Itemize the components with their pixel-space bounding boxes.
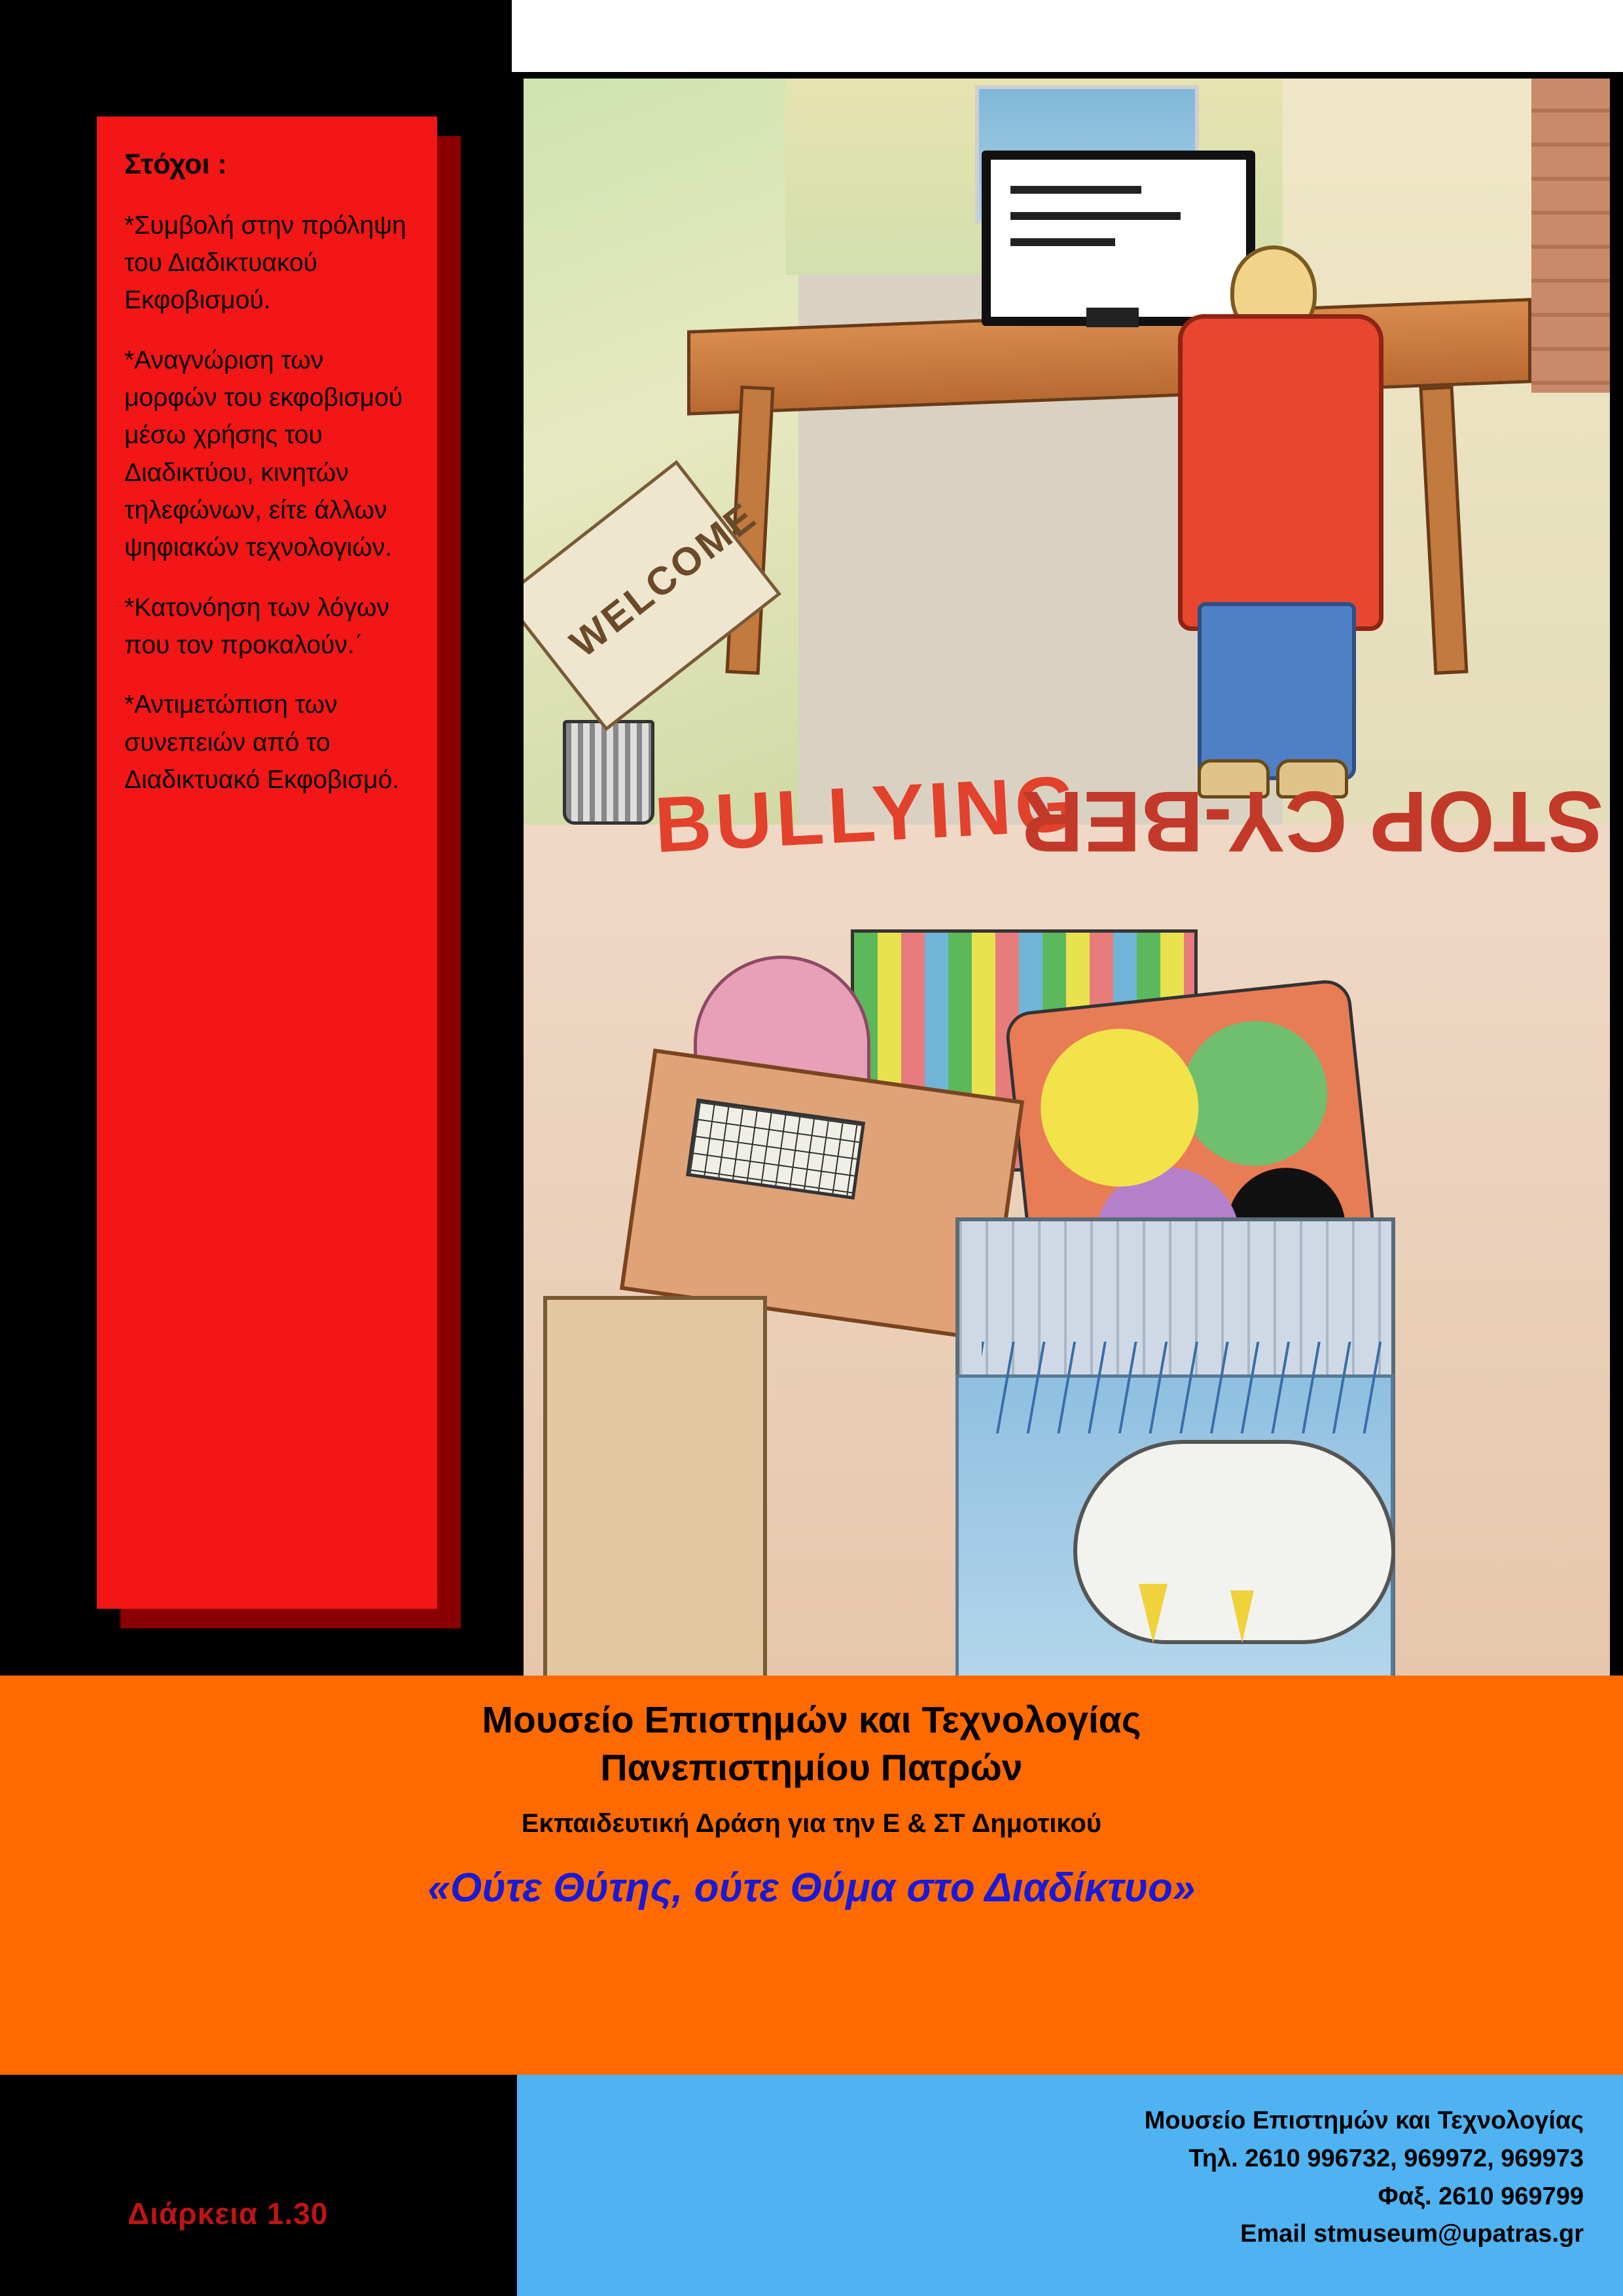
artwork-monitor-stand	[1086, 308, 1139, 327]
contact-panel	[517, 2075, 1623, 2296]
contact-email: Email stmuseum@upatras.gr	[1240, 2220, 1584, 2248]
artwork-illustration	[524, 79, 1610, 1676]
artwork-stop-cyber-text: STOP CY-BER	[1021, 774, 1604, 870]
top-white-strip	[512, 0, 1623, 72]
artwork-lightning-bolt-1	[1139, 1584, 1168, 1643]
artwork-keyboard	[686, 1098, 865, 1200]
orange-banner	[0, 1676, 1623, 2075]
goals-panel-body	[97, 117, 437, 1609]
artwork-brick-wall	[1531, 79, 1610, 393]
artwork-monitor-text-line-1	[1010, 186, 1141, 194]
artwork-person-legs	[1198, 602, 1356, 780]
contact-museum-name: Μουσείο Επιστημών και Τεχνολογίας	[1144, 2107, 1584, 2134]
organization-title-line2: Πανεπιστημίου Πατρών	[600, 1746, 1023, 1789]
goal-item-4: *Αντιμετώπιση των συνεπειών από το Διαδικτυακό Εκφοβισμό.	[124, 691, 400, 794]
program-subtitle: Εκπαιδευτική Δράση για την Ε & ΣΤ Δημοτικού	[521, 1808, 1102, 1838]
goal-item-1: *Συμβολή στην πρόληψη του Διαδικτυακού Εκφοβισμού.	[124, 211, 406, 315]
footer-left-block	[0, 2075, 517, 2296]
artwork-rain	[982, 1342, 1387, 1433]
goals-panel	[97, 117, 463, 1628]
contact-phone: Τηλ. 2610 996732, 969972, 969973	[1188, 2144, 1584, 2172]
artwork-waste-bin	[563, 720, 654, 825]
goal-item-2: *Αναγνώριση των μορφών του εκφοβισμού μέσω χρήσης του Διαδικτύου, κινητών τηλεφώνων, είτε άλλων ψηφιακών τεχνολογιών.	[124, 346, 403, 562]
program-slogan: «Ούτε Θύτης, ούτε Θύμα στο Διαδίκτυο»	[427, 1865, 1196, 1910]
artwork-cabinet	[543, 1296, 767, 1676]
goals-title: Στόχοι :	[124, 149, 227, 180]
artwork-person-torso	[1178, 314, 1383, 631]
contact-fax: Φαξ. 2610 969799	[1378, 2182, 1584, 2210]
artwork-bullying-text: BULLYING	[652, 759, 1082, 869]
duration-label: Διάρκεια 1.30	[128, 2197, 329, 2231]
goal-item-3: *Κατονόηση των λόγων που τον προκαλούν.΄	[124, 593, 389, 659]
organization-title-line1: Μουσείο Επιστημών και Τεχνολογίας	[482, 1699, 1141, 1741]
artwork-monitor-text-line-3	[1010, 238, 1115, 246]
artwork-monitor-text-line-2	[1010, 212, 1181, 220]
artwork-welcome-text: WELCOME	[562, 493, 765, 666]
artwork-lightning-bolt-2	[1230, 1590, 1254, 1643]
artwork-monitor	[982, 151, 1255, 326]
